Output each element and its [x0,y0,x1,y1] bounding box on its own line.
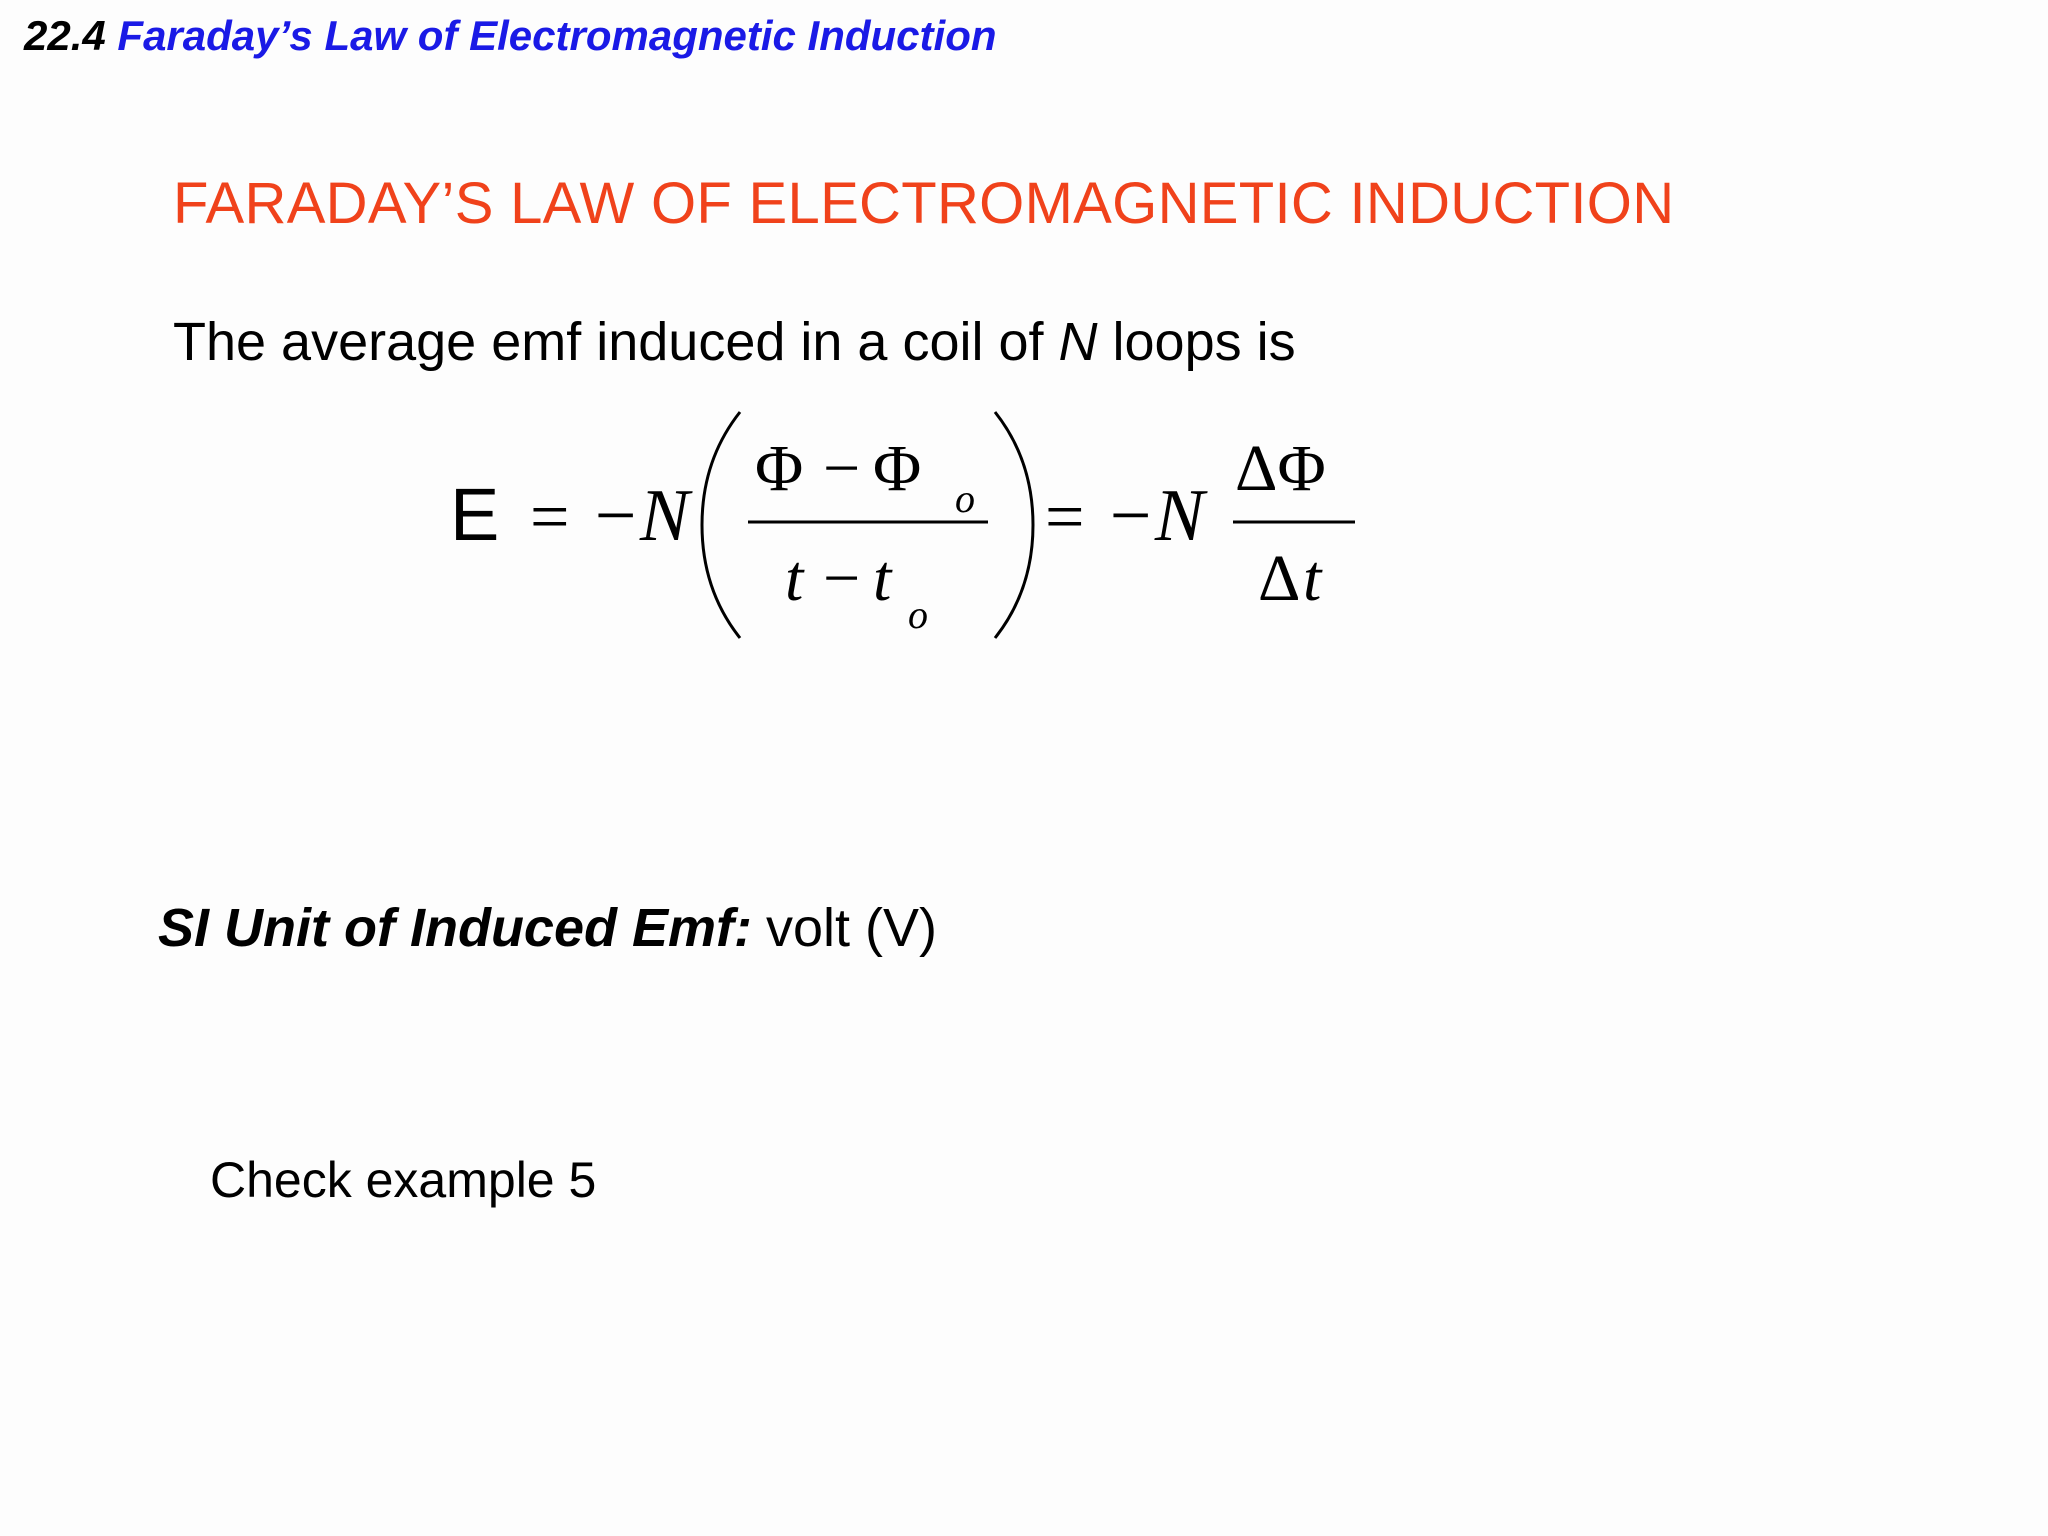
eq-delta-phi: ΔΦ [1235,432,1326,505]
eq-numerator-subscript: o [955,476,975,521]
right-parenthesis [995,412,1033,638]
eq-denominator-t: t [785,542,804,615]
check-example-note: Check example 5 [210,1152,597,1208]
eq-denominator-minus: − [823,542,861,615]
slide-heading: FARADAY’S LAW OF ELECTROMAGNETIC INDUCTION [173,171,1675,236]
eq-denominator-t-initial: t [873,542,892,615]
eq-neg-n-2: −N [1105,475,1205,557]
faraday-equation [440,400,1380,650]
eq-equals-1: = [530,479,570,556]
statement-after: loops is [1097,312,1296,372]
si-unit-value: volt (V) [765,898,938,958]
statement-variable: N [1058,312,1098,372]
si-unit-label: SI Unit of Induced Emf: [158,898,752,958]
eq-lhs-emf-symbol: E [450,473,500,556]
eq-numerator-minus: − [823,432,861,505]
eq-neg-n-1: −N [590,475,690,557]
eq-denominator-subscript: o [908,592,928,637]
section-title: Faraday’s Law of Electromagnetic Induction [117,12,997,59]
eq-delta-t: t [1303,542,1322,615]
si-unit-line [158,896,937,960]
statement-before: The average emf induced in a coil of [173,312,1059,372]
eq-delta: Δ [1258,542,1301,615]
eq-numerator-phi-initial: Φ [873,432,922,505]
eq-numerator-phi: Φ [755,432,804,505]
section-header [24,10,997,62]
section-number: 22.4 [24,12,106,59]
left-parenthesis [702,412,740,638]
statement-text [173,310,1296,374]
eq-equals-2: = [1045,479,1085,556]
